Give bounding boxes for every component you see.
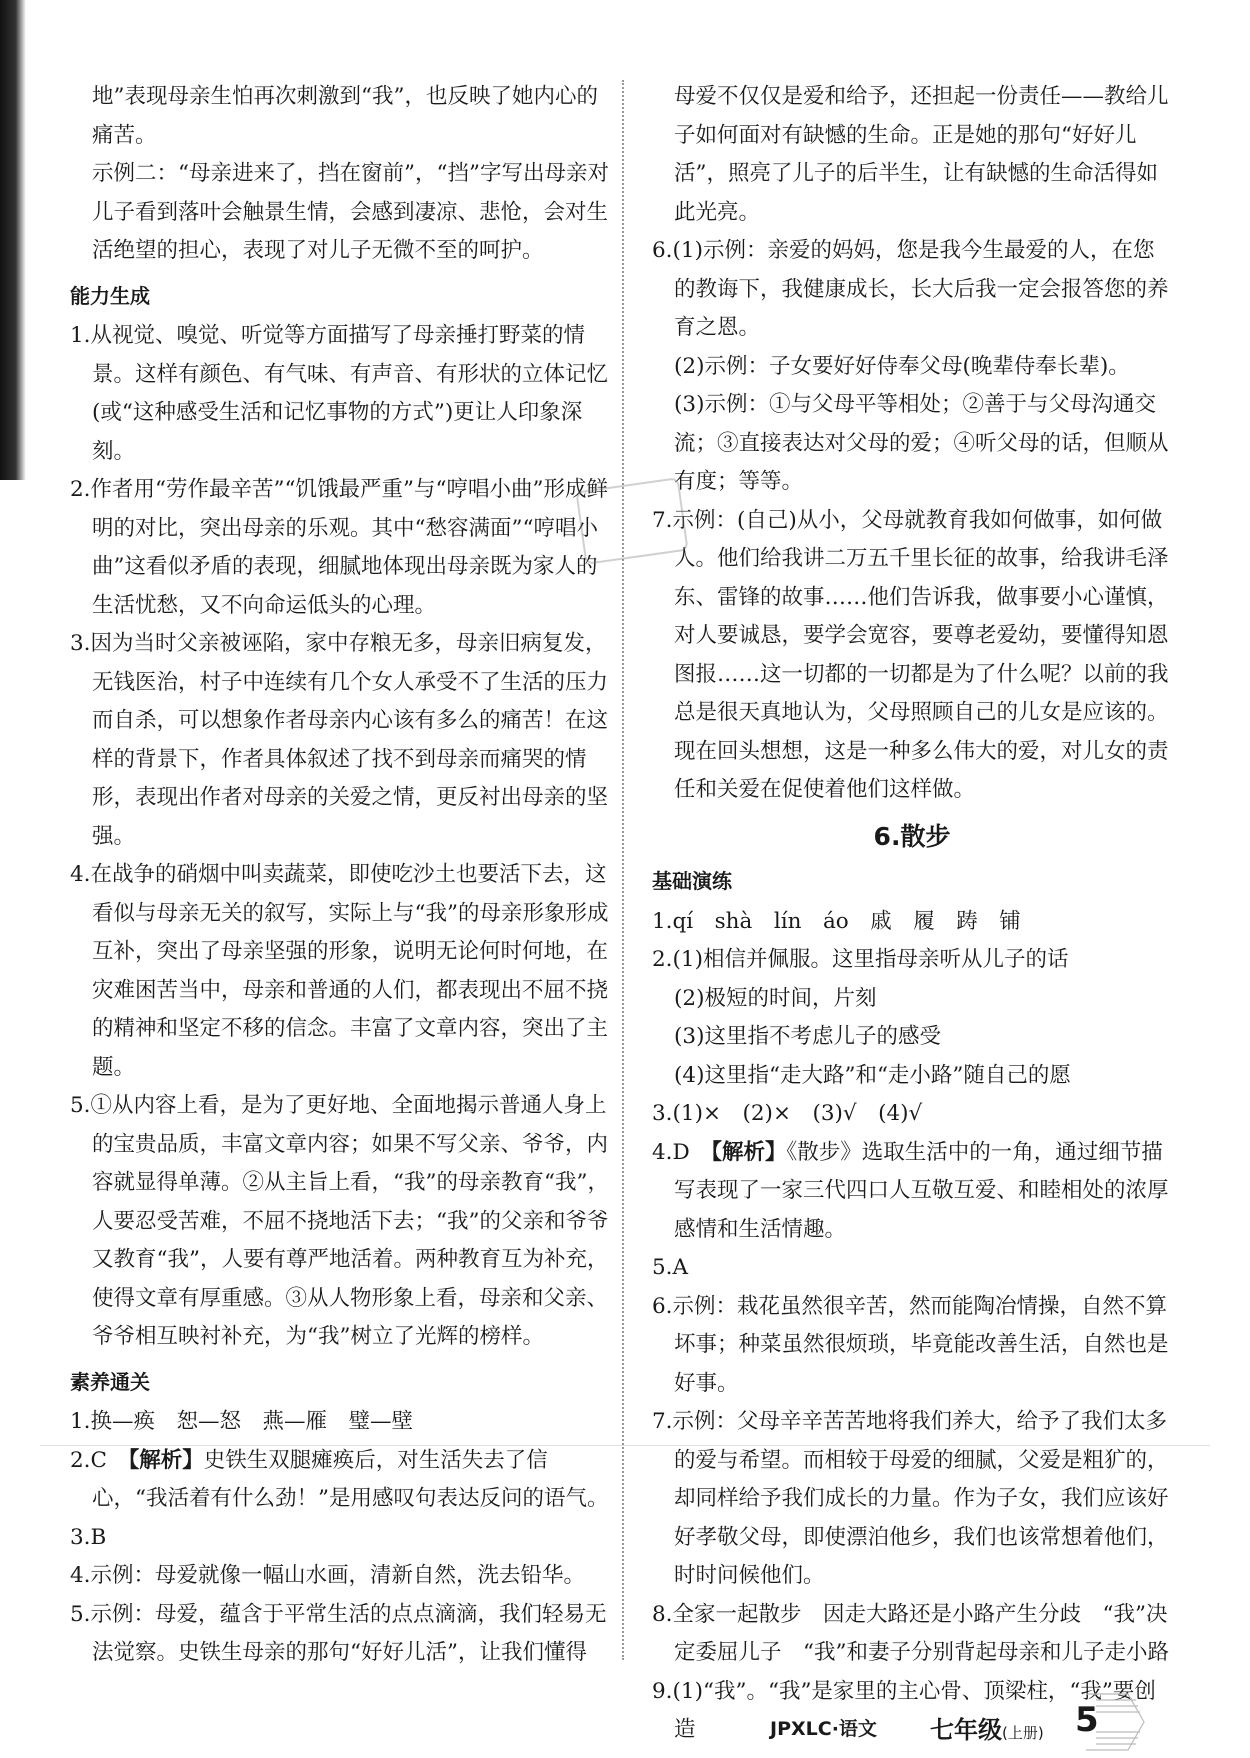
basic-answer-4 <box>652 1134 1172 1250</box>
answer-6-part-1: 6.(1)示例：亲爱的妈妈，您是我今生最爱的人，在您的教诲下，我健康成长，长大后我一定会报答您的养育之恩。 <box>652 238 1169 340</box>
grade-label <box>930 1710 1044 1745</box>
analysis-tag: 【解析】 <box>711 1139 787 1165</box>
answer-3: 3.因为当时父亲被诬陷，家中存粮无多，母亲旧病复发，无钱医治，村子中连续有几个女人承受不了生活的压力而自杀，可以想象作者母亲内心该有多么的痛苦！在这样的背景下，作者具体叙述了找不到母亲而痛哭的情形，表现出作者对母亲的关爱之情，更反衬出母亲的坚强。 <box>70 631 609 849</box>
right-paragraph-1: 母爱不仅仅是爱和给予，还担起一份责任——教给儿子如何面对有缺憾的生命。正是她的那句“好好儿活”，照亮了儿子的后半生，让有缺憾的生命活得如此光亮。 <box>674 84 1169 225</box>
grade-text: 七年级 <box>930 1716 1002 1744</box>
lesson-title: 6.散步 <box>873 821 951 851</box>
literacy-answer-5: 5.示例：母爱，蕴含于平常生活的点点滴滴，我们轻易无法觉察。史铁生母亲的那句“好好儿活”，让我们懂得 <box>70 1601 607 1665</box>
analysis-text: 史铁生双腿瘫痪后，对生活失去了信心，“我活着有什么劲！”是用感叹句表达反问的语气。 <box>92 1447 609 1511</box>
basic-answer-9: 9.(1)“我”。“我”是家里的主心骨、顶梁柱，“我”要创造 <box>652 1678 1156 1742</box>
answer-choice: 2.C <box>70 1447 129 1473</box>
answer-4: 4.在战争的硝烟中叫卖蔬菜，即使吃沙土也要活下去，这看似与母亲无关的叙写，实际上与“我”的母亲形象形成互补，突出了母亲坚强的形象，说明无论何时何地，在灾难困苦当中，母亲和普通的人们，都表现出不屈不挠的精神和坚定不移的信念。丰富了文章内容，突出了主题。 <box>70 862 609 1080</box>
basic-answer-1: 1.qí shà lín áo 戚 履 踌 铺 <box>652 908 1021 934</box>
basic-answer-2-4: (4)这里指“走大路”和“走小路”随自己的愿 <box>674 1062 1071 1088</box>
answer-6-part-3: (3)示例：①与父母平等相处；②善于与父母沟通交流；③直接表达对父母的爱；④听父母的话，但顺从有度；等等。 <box>674 392 1169 494</box>
answer-5: 5.①从内容上看，是为了更好地、全面地揭示普通人身上的宝贵品质，丰富文章内容；如果不写父亲、爷爷，内容就显得单薄。②从主旨上看，“我”的母亲教育“我”，人要忍受苦难，不屈不挠地活下去；“我”的父亲和爷爷又教育“我”，人要有尊严地活着。两种教育互为补充，使得文章有厚重感。③从人物形象上看，母亲和父亲、爷爷相互映衬补充，为“我”树立了光辉的榜样。 <box>70 1093 609 1349</box>
basic-answer-7: 7.示例：父母辛辛苦苦地将我们养大，给予了我们太多的爱与希望。而相较于母爱的细腻，父爱是粗犷的，却同样给予我们成长的力量。作为子女，我们应该好好孝敬父母，即使漂泊他乡，我们也该常想着他们，时时问候他们。 <box>652 1409 1169 1588</box>
basic-answer-8: 8.全家一起散步 因走大路还是小路产生分歧 “我”决定委屈儿子 “我”和妻子分别背起母亲和儿子走小路 <box>652 1601 1169 1665</box>
literacy-answer-1: 1.换—痪 恕—怒 燕—雁 璧—壁 <box>70 1409 414 1434</box>
volume-text: (上册) <box>1002 1724 1044 1742</box>
left-paragraph-2: 示例二：“母亲进来了，挡在窗前”，“挡”字写出母亲对儿子看到落叶会触景生情，会感到凄凉、悲怆，会对生活绝望的担心，表现了对儿子无微不至的呵护。 <box>92 161 609 263</box>
analysis-text: 《散步》选取生活中的一角，通过细节描写表现了一家三代四口人互敬互爱、和睦相处的浓厚感情和生活情趣。 <box>674 1139 1169 1242</box>
answer-7: 7.示例：(自己)从小，父母就教育我如何做事，如何做人。他们给我讲二万五千里长征的故事，给我讲毛泽东、雷锋的故事……他们告诉我，做事要小心谨慎，对人要诚恳，要学会宽容，要尊老爱幼，要懂得知恩图报……这一切都的一切都是为了什么呢？以前的我总是很天真地认为，父母照顾自己的儿女是应该的。现在回头想想，这是一种多么伟大的爱，对儿女的责任和关爱在促使着他们这样做。 <box>652 507 1169 802</box>
section-heading-ability: 能力生成 <box>70 283 150 308</box>
literacy-answer-4: 4.示例：母爱就像一幅山水画，清新自然，洗去铅华。 <box>70 1563 586 1588</box>
section-heading-literacy: 素养通关 <box>70 1369 150 1394</box>
literacy-answer-3: 3.B <box>70 1524 107 1550</box>
basic-answer-2-3: (3)这里指不考虑儿子的感受 <box>674 1024 941 1049</box>
basic-answer-5: 5.A <box>652 1255 689 1280</box>
literacy-answer-2 <box>70 1442 610 1519</box>
left-column <box>70 78 610 1673</box>
basic-answer-2-2: (2)极短的时间，片刻 <box>674 985 877 1011</box>
page-number: 5 <box>1075 1700 1099 1740</box>
book-spine-shadow <box>0 0 26 480</box>
analysis-tag: 【解析】 <box>128 1447 204 1473</box>
right-column <box>652 78 1172 1750</box>
answer-2: 2.作者用“劳作最辛苦”“饥饿最严重”与“哼唱小曲”形成鲜明的对比，突出母亲的乐观。其中“愁容满面”“哼唱小曲”这看似矛盾的表现，细腻地体现出母亲既为家人的生活忧愁，又不向命运低头的心理。 <box>70 477 608 618</box>
column-divider <box>622 80 624 1660</box>
answer-1: 1.从视觉、嗅觉、听觉等方面描写了母亲捶打野菜的情景。这样有颜色、有气味、有声音、有形状的立体记忆(或“这种感受生活和记忆事物的方式”)更让人印象深刻。 <box>70 323 609 464</box>
basic-answer-3: 3.(1)× (2)× (3)√ (4)√ <box>652 1101 923 1126</box>
left-paragraph-1: 地”表现母亲生怕再次刺激到“我”，也反映了她内心的痛苦。 <box>92 84 598 148</box>
basic-answer-2-1: 2.(1)相信并佩服。这里指母亲听从儿子的话 <box>652 947 1069 972</box>
answer-6-part-2: (2)示例：子女要好好侍奉父母(晚辈侍奉长辈)。 <box>674 353 1130 379</box>
watermark-stamp <box>575 477 688 565</box>
answer-choice: 4.D <box>652 1139 712 1165</box>
section-heading-basic: 基础演练 <box>652 869 732 893</box>
basic-answer-6: 6.示例：栽花虽然很辛苦，然而能陶冶情操，自然不算坏事；种菜虽然很烦琐，毕竟能改善生活，自然也是好事。 <box>652 1293 1169 1396</box>
book-code: JPXLC·语文 <box>770 1718 877 1740</box>
